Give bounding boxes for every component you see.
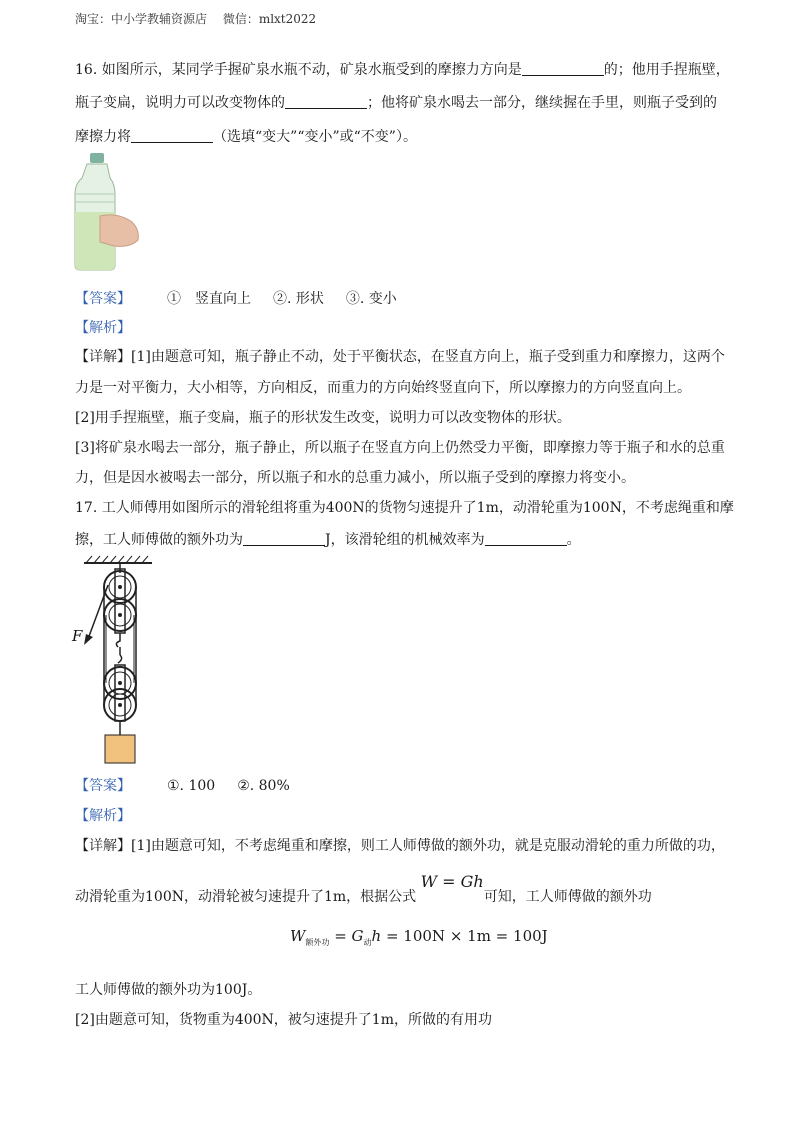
q16-line2 [75,93,717,113]
answer-tag: 【答案】 [75,291,131,307]
pulley-system-figure [68,555,168,770]
q16-blank3[interactable] [131,128,213,143]
force-label: F [72,627,83,645]
block-formula: $W_{额外功} = G_动h = 100N \times 1m = 100J$ [290,927,548,947]
water-bottle-figure [70,150,145,272]
q17-text: 。 [566,532,581,548]
q17-line1: 17. 工人师傅用如图所示的滑轮组将重为400N的货物匀速提升了1m，动滑轮重为100N，不考虑绳重和摩 [75,500,734,516]
answer-item: ① 竖直向上 [167,291,251,307]
q16-detail-line: 力是一对平衡力，大小相等，方向相反，而重力的方向始终竖直向下，所以摩擦力的方向竖直向上。 [75,380,691,396]
answer-item: ①. 100 [167,778,216,794]
q17-line2 [75,530,581,550]
answer-item: ③. 变小 [345,291,397,307]
q17-detail-line: [2]由题意可知，货物重为400N，被匀速提升了1m，所做的有用功 [75,1012,492,1028]
hand-shape [100,215,138,247]
q17-answer [75,776,290,796]
bottle-cap [90,153,104,163]
q16-answer [75,289,397,309]
answer-item: ②. 形状 [273,291,324,307]
q16-text: 的；他用手捏瓶壁， [603,62,730,78]
q17-analysis [75,806,131,826]
analysis-tag: 【解析】 [75,320,131,336]
q16-blank1[interactable] [522,61,604,76]
q17-text: J，该滑轮组的机械效率为 [325,532,485,548]
q16-text: 16. 如图所示，某同学手握矿泉水瓶不动，矿泉水瓶受到的摩擦力方向是 [75,62,522,78]
detail-text: [1]由题意可知，不考虑绳重和摩擦，则工人师傅做的额外功，就是克服动滑轮的重力所做的功， [131,838,725,854]
q16-detail-line: 力，但是因水被喝去一部分，所以瓶子和水的总重力减小，所以瓶子受到的摩擦力将变小。 [75,470,635,486]
q16-text: 瓶子变扁，说明力可以改变物体的 [75,95,285,111]
q17-detail-line [75,872,652,907]
q16-line3 [75,127,417,147]
q16-text: 摩擦力将 [75,129,131,145]
q17-blank1[interactable] [243,531,325,546]
q16-analysis [75,318,131,338]
q16-detail-line: [3]将矿泉水喝去一部分，瓶子静止，所以瓶子在竖直方向上仍然受力平衡，即摩擦力等于瓶子和水的总重 [75,440,725,456]
q17-text: 擦，工人师傅做的额外功为 [75,532,243,548]
analysis-tag: 【解析】 [75,808,131,824]
q16-blank2[interactable] [285,94,367,109]
inline-formula: W = Gh [420,872,484,891]
q17-blank2[interactable] [485,531,567,546]
q16-detail-line [75,347,725,367]
cargo-box [105,735,135,763]
answer-item: ②. 80% [237,778,290,794]
q16-line1 [75,60,730,80]
q16-text: （选填“变大”“变小”或“不变”）。 [213,129,417,145]
detail-tag: 【详解】 [75,838,131,854]
q17-detail-line [75,836,725,856]
detail-tag: 【详解】 [75,349,131,365]
detail-text: [1]由题意可知，瓶子静止不动，处于平衡状态，在竖直方向上，瓶子受到重力和摩擦力，这两个 [131,349,725,365]
detail-text: 动滑轮重为100N，动滑轮被匀速提升了1m，根据公式 [75,889,417,905]
detail-text: 可知，工人师傅做的额外功 [483,889,652,905]
answer-tag: 【答案】 [75,778,131,794]
q16-text: ；他将矿泉水喝去一部分，继续握在手里，则瓶子受到的 [367,95,717,111]
q17-detail-line: 工人师傅做的额外功为100J。 [75,982,262,998]
page-header: 淘宝：中小学教辅资源店 微信：mlxt2022 [75,12,317,26]
q16-detail-line: [2]用手捏瓶壁，瓶子变扁，瓶子的形状发生改变，说明力可以改变物体的形状。 [75,410,571,426]
